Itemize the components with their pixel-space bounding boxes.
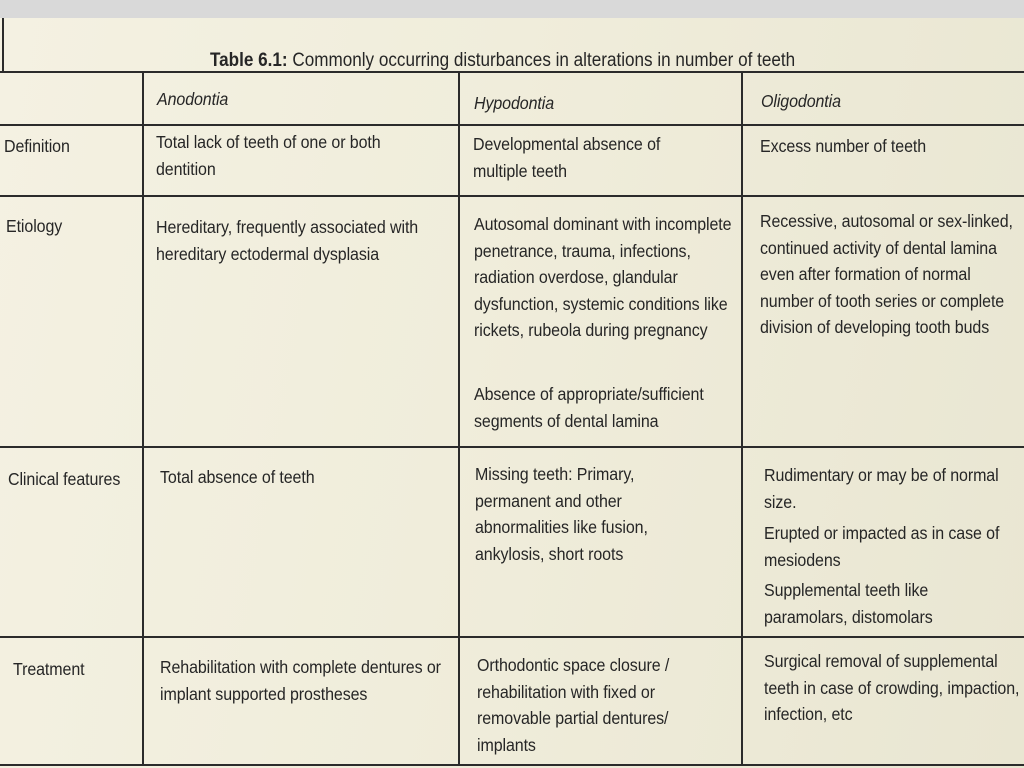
etiology-anodontia: Hereditary, frequently associated with hereditary ectodermal dysplasia [156,217,419,264]
scan-top-band [0,0,1024,18]
table-caption [210,49,795,73]
definition-anodontia: Total lack of teeth of one or both dentition [156,132,381,179]
clinical-features-oligodontia-3: Supplemental teeth like paramolars, distomolars [764,580,933,627]
rule-bottom [0,764,1024,766]
rule-under-caption [0,71,1024,73]
clinical-features-hypodontia: Missing teeth: Primary, permanent and other abnormalities like fusion, ankylosis, short roots [475,464,648,564]
etiology-hypodontia-2: Absence of appropriate/sufficient segments of dental lamina [474,384,704,431]
rule-col-3 [741,71,743,766]
row-label-etiology: Etiology [6,216,63,236]
table-caption-text: Commonly occurring disturbances in alterations in number of teeth [287,50,796,71]
column-header-anodontia: Anodontia [157,89,229,109]
rule-under-header [0,124,1024,126]
definition-hypodontia: Developmental absence of multiple teeth [473,134,661,181]
treatment-hypodontia: Orthodontic space closure / rehabilitation with fixed or removable partial dentures/ implants [477,655,670,755]
rule-under-clinical [0,636,1024,638]
clinical-features-oligodontia-1: Rudimentary or may be of normal size. [764,465,999,512]
clinical-features-anodontia: Total absence of teeth [160,467,315,487]
row-label-definition: Definition [4,136,70,156]
table-caption-number: Table 6.1: [210,50,288,71]
document-page [0,18,1024,768]
row-label-clinical-features: Clinical features [8,469,121,489]
column-header-oligodontia: Oligodontia [761,91,841,111]
row-label-treatment: Treatment [13,659,85,679]
column-header-hypodontia: Hypodontia [474,93,555,113]
rule-col-1 [142,71,144,766]
rule-left-edge [2,18,4,71]
etiology-oligodontia: Recessive, autosomal or sex-linked, continued activity of dental lamina even after formation of normal number of tooth series or complete division of developing tooth buds [760,211,1013,337]
treatment-anodontia: Rehabilitation with complete dentures or implant supported prostheses [160,657,441,704]
etiology-hypodontia-1: Autosomal dominant with incomplete penetrance, trauma, infections, radiation overdose, glandular dysfunction, systemic conditions like rickets, rubeola during pregnancy [474,214,732,340]
rule-under-etiology [0,446,1024,448]
rule-under-definition [0,195,1024,197]
treatment-oligodontia: Surgical removal of supplemental teeth in case of crowding, impaction, infection, etc [764,651,1020,724]
definition-oligodontia: Excess number of teeth [760,136,927,156]
clinical-features-oligodontia-2: Erupted or impacted as in case of mesiodens [764,523,1000,570]
